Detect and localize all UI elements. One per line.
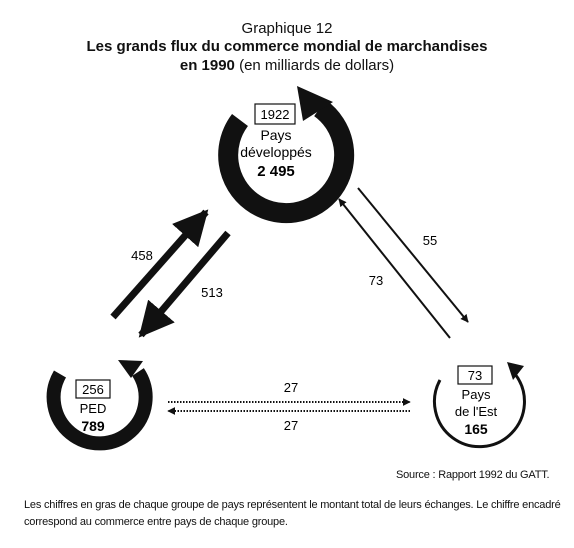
label-ped-to-east: 27 xyxy=(283,380,299,395)
title-year: en 1990 xyxy=(179,57,235,74)
node-east xyxy=(434,362,524,447)
ped-total: 789 xyxy=(81,418,105,434)
east-name-line1: Pays xyxy=(461,387,491,402)
label-developed-to-ped: 513 xyxy=(201,285,223,300)
arrow-ped-to-developed xyxy=(113,212,206,317)
title-line-1: Les grands flux du commerce mondial de marchandises xyxy=(86,38,488,55)
ped-name: PED xyxy=(79,401,107,416)
title-unit: (en milliards de dollars) xyxy=(239,57,395,74)
node-ped xyxy=(54,360,146,443)
label-ped-to-developed: 458 xyxy=(131,248,153,263)
flow-ped-developed xyxy=(113,212,228,335)
label-east-to-developed: 73 xyxy=(368,273,384,288)
developed-internal-value: 1922 xyxy=(260,107,290,122)
arrow-developed-to-east xyxy=(358,188,468,322)
east-total: 165 xyxy=(464,421,488,437)
label-developed-to-east: 55 xyxy=(422,233,438,248)
source-note: Source : Rapport 1992 du GATT. xyxy=(396,469,550,481)
arrow-east-to-developed xyxy=(339,199,450,338)
east-arrowhead xyxy=(507,362,524,380)
developed-name-line2: développés xyxy=(240,144,312,160)
developed-total: 2 495 xyxy=(257,163,295,180)
flow-ped-east xyxy=(168,380,410,433)
arrow-developed-to-ped xyxy=(141,233,228,335)
east-name-line2: de l'Est xyxy=(454,404,498,419)
label-east-to-ped: 27 xyxy=(283,418,299,433)
figure-caption: Graphique 12 xyxy=(241,20,333,37)
node-developed xyxy=(228,86,344,213)
developed-name-line1: Pays xyxy=(260,127,292,143)
footnote: Les chiffres en gras de chaque groupe de pays représentent le montant total de leurs échanges. Le chiffre encadré correspond au commerce entre pays de chaque groupe. xyxy=(24,499,561,528)
east-internal-value: 73 xyxy=(467,368,483,383)
ped-internal-value: 256 xyxy=(82,382,104,397)
flow-developed-east xyxy=(339,188,468,338)
